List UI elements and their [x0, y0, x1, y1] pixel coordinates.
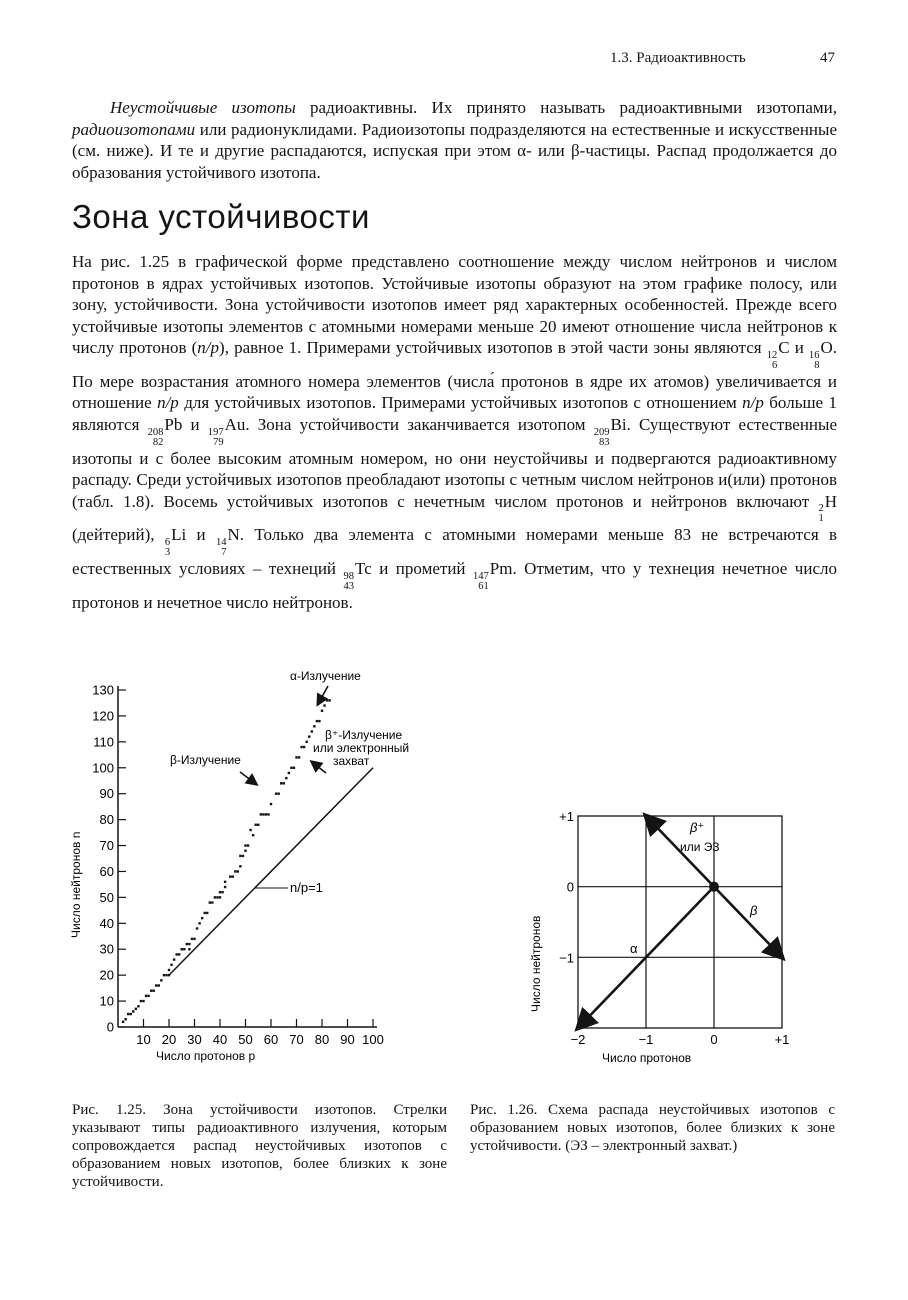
isotope-point: [234, 870, 236, 872]
isotope-point: [237, 870, 239, 872]
x-axis-label: Число протонов p: [156, 1049, 256, 1063]
isotope-point: [316, 720, 318, 722]
y-tick-label: 120: [92, 708, 114, 724]
isotope-point: [201, 917, 203, 919]
beta-plus-annotation: β⁺-Излучение: [325, 728, 403, 742]
isotope-point: [219, 891, 221, 893]
isotope-point: [244, 850, 246, 852]
isotope-point: [285, 777, 287, 779]
isotope-point: [211, 901, 213, 903]
isotope-point: [290, 767, 292, 769]
isotope-point: [183, 948, 185, 950]
section-header: 1.3. Радиоактивность: [610, 50, 746, 66]
isotope-point: [191, 938, 193, 940]
isotope-point: [160, 979, 162, 981]
isotope-point: [142, 1000, 144, 1002]
isotope-point: [175, 953, 177, 955]
x-tick-label: 30: [187, 1032, 202, 1047]
x-tick-label: 0: [710, 1032, 718, 1047]
isotope-point: [158, 984, 160, 986]
isotope-point: [224, 881, 226, 883]
page-number: 47: [820, 50, 835, 66]
isotope-point: [181, 948, 183, 950]
x-tick-label: 10: [136, 1032, 151, 1047]
alpha-annotation: α-Излучение: [290, 669, 361, 683]
isotope-point: [130, 1013, 132, 1015]
x-tick-label: 100: [362, 1032, 384, 1047]
y-tick-label: 50: [99, 889, 114, 905]
x-tick-label: −2: [570, 1032, 586, 1047]
isotope-point: [232, 875, 234, 877]
isotope-point: [150, 990, 152, 992]
isotope-point: [193, 938, 195, 940]
figure-1-26-caption: Рис. 1.26. Схема распада неустойчивых изотопов с образованием новых изотопов, более близких к зоне устойчивости. (ЭЗ – электронный захват.): [470, 1102, 835, 1154]
nuclide-notation: 197 79: [207, 426, 224, 448]
isotope-point: [224, 886, 226, 888]
x-axis-label: Число протонов: [602, 1051, 692, 1065]
isotope-point: [293, 767, 295, 769]
figure-1-26-decay-scheme: [520, 800, 810, 1075]
nuclide-notation: 209 83: [593, 426, 610, 448]
isotope-point: [277, 792, 279, 794]
y-tick-label: 60: [99, 863, 114, 879]
y-tick-label: 0: [566, 879, 574, 895]
x-tick-label: 90: [340, 1032, 355, 1047]
beta-label: β: [750, 903, 758, 918]
isotope-point: [221, 891, 223, 893]
isotope-point: [321, 710, 323, 712]
beta-plus-label: β⁺: [690, 820, 705, 835]
isotope-point: [122, 1021, 124, 1023]
nuclide-notation: 147 61: [472, 570, 489, 592]
reference-line-label: n/p=1: [290, 880, 323, 895]
isotope-point: [188, 948, 190, 950]
isotope-point: [247, 844, 249, 846]
isotope-point: [318, 720, 320, 722]
section-title: Зона устойчивости: [72, 198, 370, 235]
isotope-point: [306, 741, 308, 743]
x-tick-labels: [136, 1032, 384, 1047]
x-tick-label: 80: [314, 1032, 330, 1047]
isotope-point: [170, 964, 172, 966]
y-tick-label: 30: [99, 941, 114, 957]
isotope-point: [311, 730, 313, 732]
parent-nucleus-point: [709, 882, 719, 892]
y-axis-label: Число нейтронов n: [69, 831, 83, 938]
isotope-point: [239, 865, 241, 867]
x-tick-label: 20: [161, 1032, 177, 1047]
beta-plus-annotation-line3: захват: [333, 754, 370, 768]
nuclide-notation: 2 1: [818, 503, 824, 525]
isotope-point: [295, 756, 297, 758]
isotope-point: [283, 782, 285, 784]
isotope-point: [303, 746, 305, 748]
figure-1-25-stability-zone: [60, 660, 460, 1080]
isotope-point: [155, 984, 157, 986]
x-tick-label: +1: [774, 1032, 790, 1047]
y-tick-label: −1: [559, 950, 574, 966]
isotope-point: [124, 1018, 126, 1020]
y-tick-label: 90: [99, 786, 114, 802]
isotope-point: [323, 704, 325, 706]
isotope-point: [267, 813, 269, 815]
y-tick-label: 100: [92, 760, 114, 776]
y-tick-label: 130: [92, 682, 114, 698]
isotope-point: [257, 824, 259, 826]
nuclide-notation: 12 6: [766, 349, 778, 371]
alpha-label: α: [630, 941, 638, 956]
y-tick-label: 80: [99, 812, 114, 828]
isotope-point: [127, 1013, 129, 1015]
nuclide-notation: 98 43: [343, 570, 355, 592]
isotope-point: [206, 912, 208, 914]
decay-arrow: [714, 887, 782, 958]
term-radioisotopes: радиоизотопами: [72, 119, 196, 139]
x-tick-label: −1: [638, 1032, 654, 1047]
nuclide-notation: 6 3: [164, 537, 171, 559]
electron-capture-label: или ЭЗ: [680, 840, 720, 854]
isotope-point: [270, 803, 272, 805]
figure-1-25-caption: Рис. 1.25. Зона устойчивости изотопов. Стрелки указывают типы радиоактивного излучения, которым сопровождается распад неустойчивых изотопов с образованием новых изотопов, более близких к зоне устойчивости.: [72, 1102, 447, 1190]
isotope-point: [275, 792, 277, 794]
y-tick-label: 40: [99, 915, 114, 931]
isotope-point: [147, 995, 149, 997]
nuclide-notation: 16 8: [808, 349, 820, 371]
isotope-point: [163, 974, 165, 976]
isotope-point: [168, 969, 170, 971]
beta-plus-arrow: [312, 762, 326, 773]
y-tick-label: 70: [99, 838, 114, 854]
nuclide-notation: 14 7: [215, 537, 227, 559]
x-tick-label: 70: [289, 1032, 304, 1047]
y-tick-labels: [92, 683, 114, 1035]
isotope-point: [216, 896, 218, 898]
isotope-point: [145, 995, 147, 997]
beta-minus-annotation: β-Излучение: [170, 753, 241, 767]
isotope-point: [313, 725, 315, 727]
running-head: [610, 50, 835, 67]
isotope-point: [173, 958, 175, 960]
isotope-point: [308, 735, 310, 737]
isotope-point: [135, 1008, 137, 1010]
isotope-point: [229, 875, 231, 877]
isotope-point: [214, 896, 216, 898]
isotope-point: [188, 943, 190, 945]
x-tick-label: 60: [263, 1032, 279, 1047]
isotope-point: [178, 953, 180, 955]
nuclide-notation: 208 82: [147, 426, 164, 448]
body-paragraph: На рис. 1.25 в графической форме представлено соотношение между числом нейтронов и числом протонов в ядрах устойчивых изотопов. Устойчивые изотопы образуют на этом графике полосу, или зону, устойчивости. Зона устойчивости изотопов имеет ряд характерных особенностей. Прежде всего устойчивые изотопы элементов с атомными номерами меньше 20 имеют отношение числа нейтронов к числу протонов (n/p), равное 1. Примерами устойчивых изотопов в этой части зоны являются 12 6 C и 16 8 O. По мере возрастания атомного номера элементов (числа́ протонов в ядре их атомов) увеличивается и отношение n/p для устойчивых изотопов. Примерами устойчивых изотопов с отношением n/p больше 1 являются 208 82 Pb и 197 79 Au. Зона устойчивости заканчивается изотопом 209 83 Bi. Существуют естественные изотопы и с более высоким атомным номером, но они неустойчивы и подвергаются радиоактивному распаду. Среди устойчивых изотопов преобладают изотопы с четным числом нейтронов и(или) протонов (табл. 1.8). Восемь устойчивых изотопов с нечетным числом протонов и нейтронов включают 2 1 H (дейтерий), 6 3 Li и 14 7 N. Только два элемента с атомными номерами меньше 83 не встречаются в естественных условиях – технеций 98 43 Tc и прометий 147 61 Pm. Отметим, что у технеция нечетное число протонов и нечетное число нейтронов.: [72, 252, 837, 612]
isotope-point: [137, 1005, 139, 1007]
isotope-point: [239, 855, 241, 857]
isotope-point: [252, 834, 254, 836]
isotope-point: [298, 756, 300, 758]
y-axis-label: Число нейтронов: [529, 915, 543, 1012]
isotope-point: [280, 782, 282, 784]
x-tick-label: 50: [238, 1032, 253, 1047]
y-tick-label: 10: [99, 993, 114, 1009]
intro-paragraph: Неустойчивые изотопы радиоактивны. Их принято называть радиоактивными изотопами, радиоизотопами или радионуклидами. Радиоизотопы подразделяются на естественные и искусственные (см. ниже). И те и другие распадаются, испуская при этом α- или β-частицы. Распад продолжается до образования устойчивого изотопа.: [72, 98, 838, 182]
isotope-point: [196, 927, 198, 929]
reference-line-np1: [169, 768, 373, 975]
isotope-point: [242, 855, 244, 857]
isotope-point: [165, 974, 167, 976]
isotope-point: [153, 990, 155, 992]
isotope-point: [326, 699, 328, 701]
isotope-point: [249, 829, 251, 831]
y-tick-label: 110: [93, 734, 114, 750]
isotope-point: [219, 896, 221, 898]
isotope-point: [204, 912, 206, 914]
isotope-point: [300, 746, 302, 748]
isotope-point: [262, 813, 264, 815]
isotope-points: [122, 699, 331, 1023]
isotope-point: [265, 813, 267, 815]
y-tick-label: 0: [106, 1019, 114, 1035]
isotope-point: [244, 844, 246, 846]
beta-plus-annotation-line2: или электронный: [313, 741, 410, 755]
isotope-point: [255, 824, 257, 826]
y-tick-label: 20: [99, 967, 114, 983]
beta-minus-arrow: [240, 772, 256, 784]
isotope-point: [328, 699, 330, 701]
isotope-point: [260, 813, 262, 815]
isotope-point: [186, 943, 188, 945]
isotope-point: [140, 1000, 142, 1002]
isotope-point: [132, 1010, 134, 1012]
x-tick-label: 40: [212, 1032, 228, 1047]
isotope-point: [209, 901, 211, 903]
isotope-point: [288, 772, 290, 774]
term-unstable-isotopes: Неустойчивые изотопы: [110, 98, 296, 117]
y-tick-label: +1: [559, 809, 574, 824]
isotope-point: [198, 922, 200, 924]
